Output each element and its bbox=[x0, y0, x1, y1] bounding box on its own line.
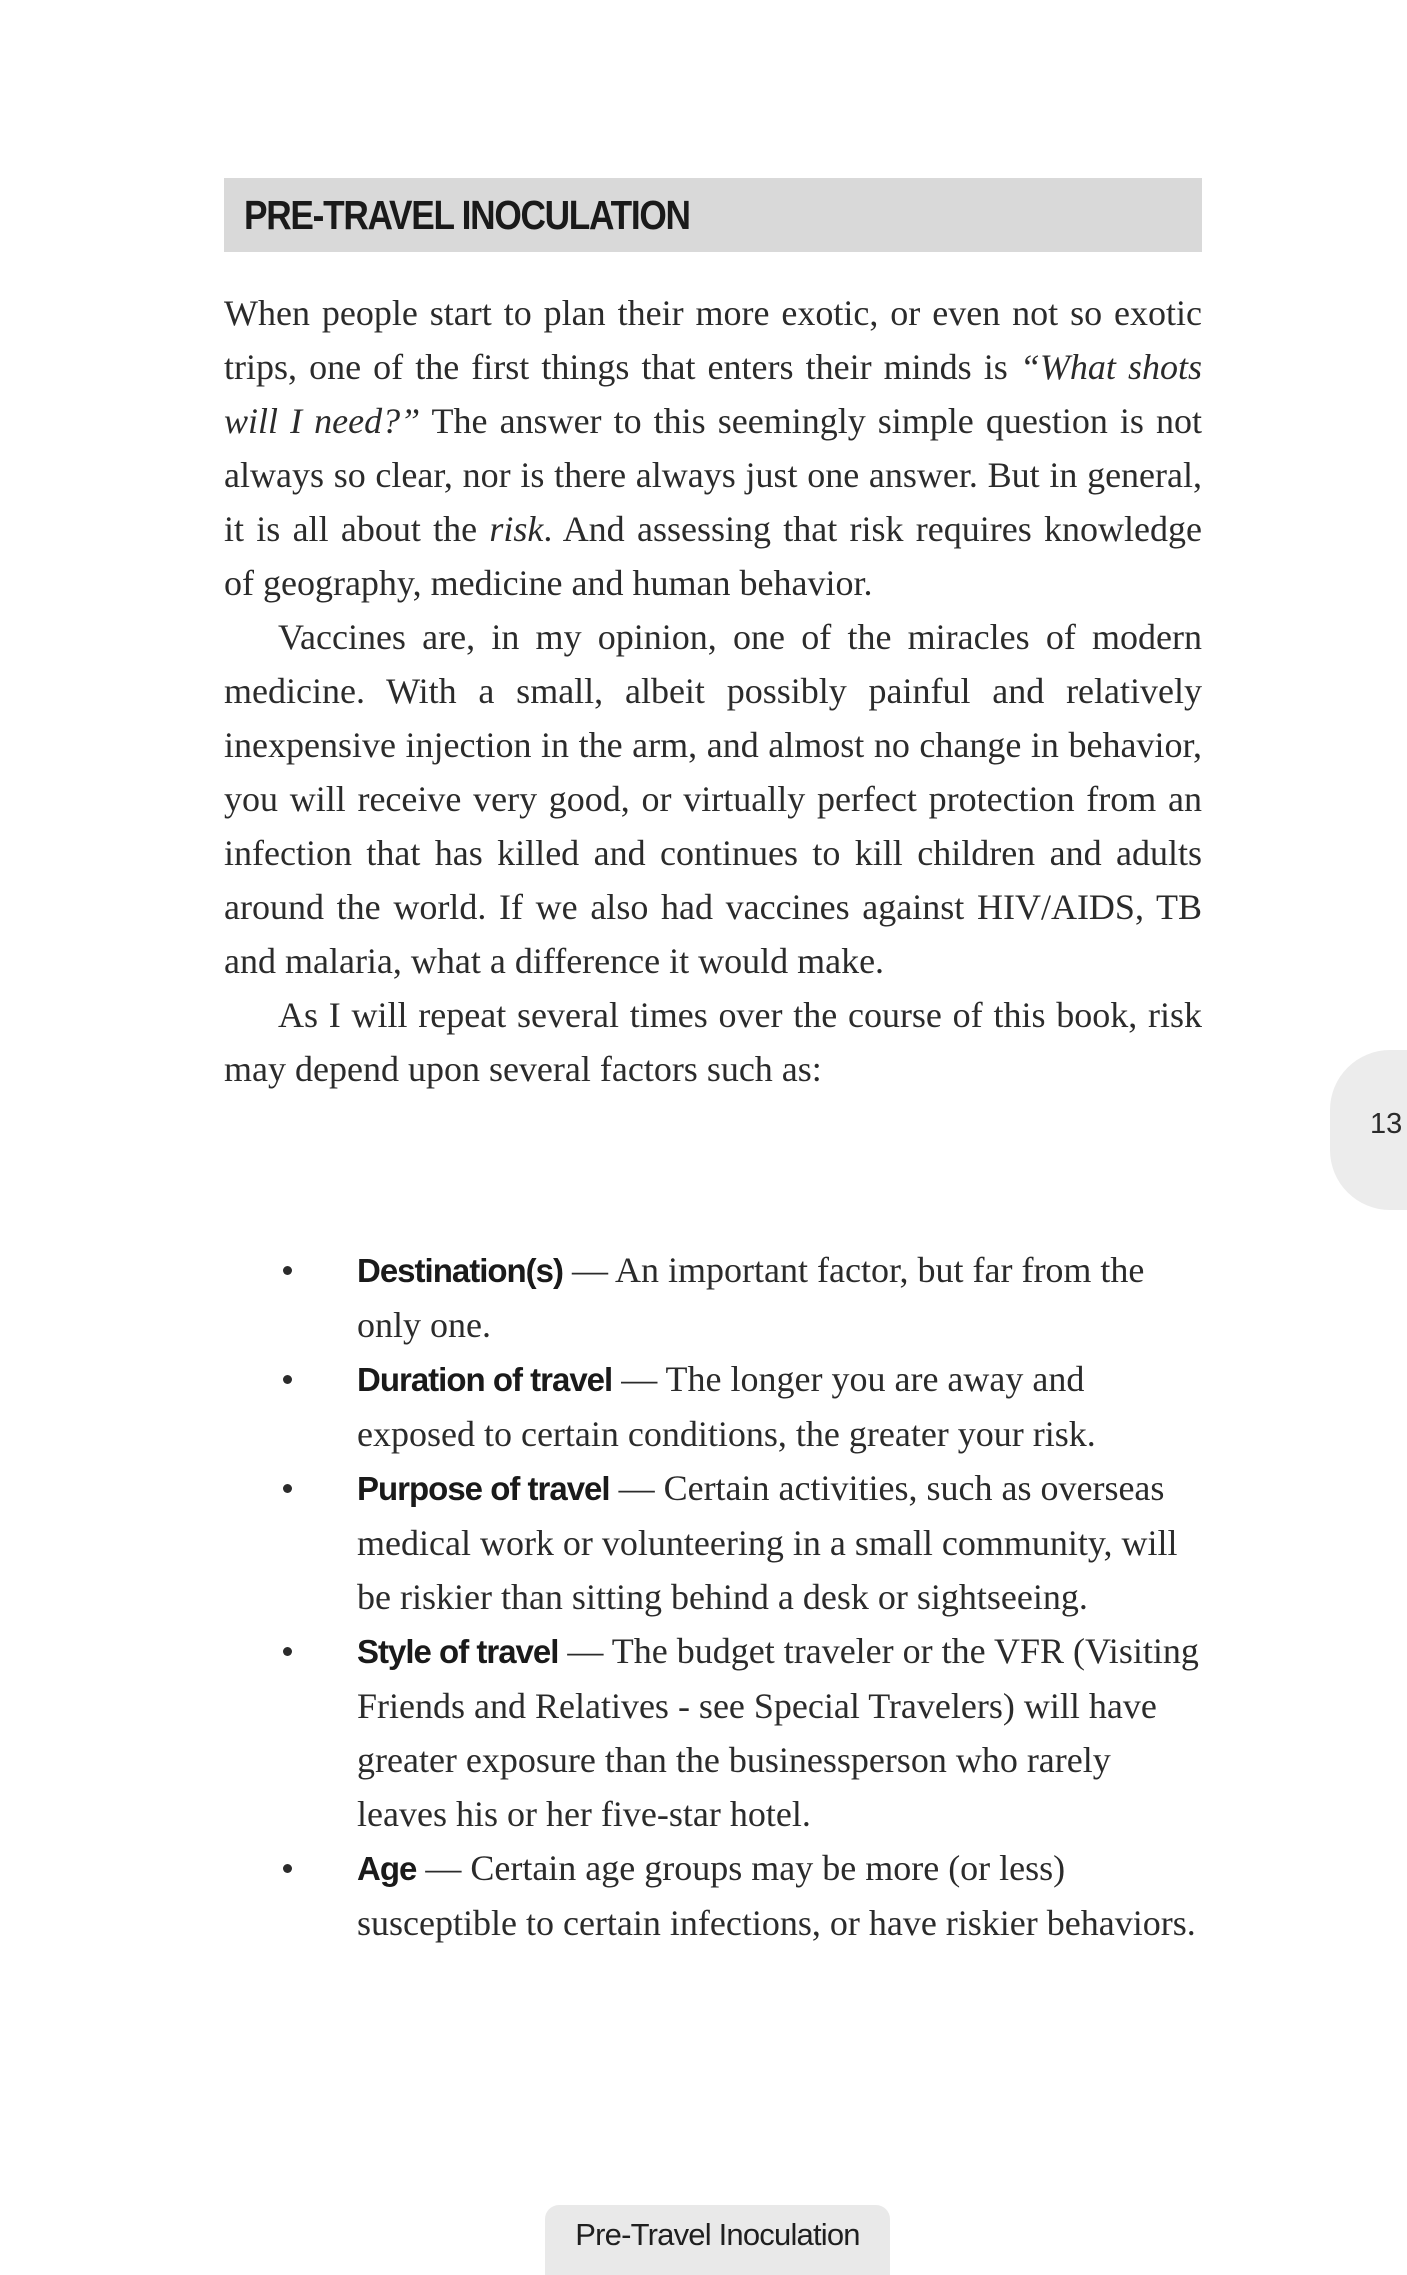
factor-term: Purpose of travel bbox=[357, 1470, 610, 1507]
running-footer bbox=[545, 2205, 890, 2275]
paragraph-risk-factors: As I will repeat several times over the course of this book, risk may depend upon several factors such as: bbox=[224, 995, 1202, 1089]
intro-text-end: . And assessing that risk requires knowledge of geography, medicine and human behavior. bbox=[224, 509, 1202, 603]
factor-description: — An important factor, but far from the only one. bbox=[357, 1250, 1145, 1345]
factor-description: — Certain activities, such as overseas medical work or volunteering in a small community, will be riskier than sitting behind a desk or sightseeing. bbox=[357, 1468, 1178, 1617]
risk-emphasis: risk bbox=[489, 509, 544, 549]
factor-description: — The budget traveler or the VFR (Visiting Friends and Relatives - see Special Travelers) will have greater exposure than the businessperson who rarely leaves his or her five-star hotel. bbox=[357, 1631, 1199, 1834]
paragraph-vaccines: Vaccines are, in my opinion, one of the miracles of modern medicine. With a small, albeit possibly painful and relatively inexpensive injection in the arm, and almost no change in behavior, you will receive very good, or virtually perfect protection from an infection that has killed and continues to kill children and adults around the world. If we also had vaccines against HIV/AIDS, TB and malaria, what a difference it would make. bbox=[224, 617, 1202, 981]
list-item bbox=[278, 1352, 1208, 1461]
page-number: 13 bbox=[1370, 1108, 1403, 1140]
footer-title: Pre-Travel Inoculation bbox=[575, 2217, 860, 2252]
paragraph-intro bbox=[224, 286, 1202, 610]
body-text bbox=[224, 286, 1202, 1096]
factor-description: — The longer you are away and exposed to certain conditions, the greater your risk. bbox=[357, 1359, 1096, 1454]
factor-term: Style of travel bbox=[357, 1633, 559, 1670]
factor-term: Duration of travel bbox=[357, 1361, 613, 1398]
bullet-icon bbox=[283, 1647, 292, 1656]
intro-text-middle: The answer to this seemingly simple question is not always so clear, nor is there always just one answer. But in general, it is all about the bbox=[224, 401, 1202, 549]
risk-factor-list bbox=[278, 1243, 1208, 1950]
list-item bbox=[278, 1243, 1208, 1352]
bullet-icon bbox=[283, 1864, 292, 1873]
list-item bbox=[278, 1841, 1208, 1950]
bullet-icon bbox=[283, 1266, 292, 1275]
question-quote: “What shots will I need?” bbox=[224, 347, 1202, 441]
intro-text-start: When people start to plan their more exotic, or even not so exotic trips, one of the first things that enters their minds is bbox=[224, 293, 1202, 387]
factor-description: — Certain age groups may be more (or less) susceptible to certain infections, or have riskier behaviors. bbox=[357, 1848, 1196, 1943]
factor-term: Destination(s) bbox=[357, 1252, 564, 1289]
list-item bbox=[278, 1624, 1208, 1841]
bullet-icon bbox=[283, 1375, 292, 1384]
bullet-icon bbox=[283, 1484, 292, 1493]
factor-term: Age bbox=[357, 1850, 417, 1887]
section-heading-bar bbox=[224, 178, 1202, 252]
section-heading: PRE-TRAVEL INOCULATION bbox=[244, 192, 690, 238]
list-item bbox=[278, 1461, 1208, 1624]
